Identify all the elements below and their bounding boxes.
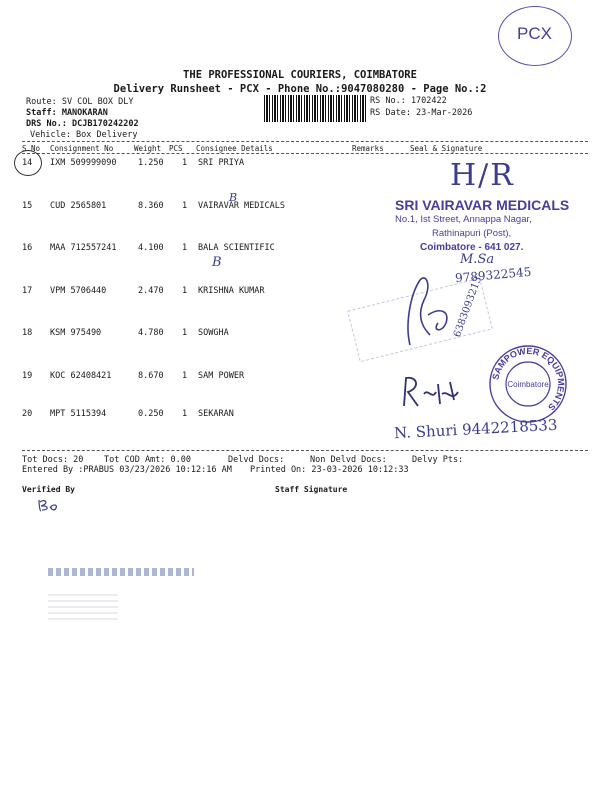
col-sno: S.No — [22, 144, 41, 153]
handwritten-m-sign: M.Sa — [460, 252, 495, 267]
row-pcs: 1 — [182, 371, 188, 381]
row-consignee: SOWGHA — [198, 328, 229, 338]
bleed-through-mark — [48, 568, 194, 576]
table-bottom-line — [22, 450, 588, 451]
bleed-through-mark — [48, 590, 118, 620]
table-top-line — [22, 141, 588, 142]
row-sno: 14 — [22, 158, 33, 168]
vehicle-text: Vehicle: Box Delivery — [30, 130, 138, 140]
handwritten-phone-2: 6383093213 — [452, 275, 485, 339]
row-weight: 8.670 — [138, 371, 164, 381]
handwritten-b-mark: B — [212, 255, 222, 270]
sampower-stamp — [488, 344, 568, 424]
staff-signature-label: Staff Signature — [275, 485, 348, 494]
handwritten-phone-3: N. Shuri 9442218533 — [393, 415, 558, 443]
col-consignee: Consignee Details — [196, 144, 273, 153]
row-weight: 1.250 — [138, 158, 164, 168]
delvd-docs: Delvd Docs: — [228, 455, 285, 465]
vairavar-stamp-line1: No.1, Ist Street, Annappa Nagar, — [395, 214, 532, 225]
company-title: THE PROFESSIONAL COURIERS, COIMBATORE — [183, 69, 417, 81]
route-text: Route: SV COL BOX DLY — [26, 97, 134, 107]
row-sno: 16 — [22, 243, 33, 253]
row-consignment: KSM 975490 — [50, 328, 102, 338]
handwritten-hr: H/R — [450, 158, 515, 193]
row-consignee: SEKARAN — [198, 409, 234, 419]
verified-signature — [36, 496, 62, 514]
row-consignment: CUD 2565801 — [50, 201, 107, 211]
row-weight: 4.100 — [138, 243, 164, 253]
col-pcs: PCS — [169, 144, 183, 153]
handwritten-phone-1: 9789322545 — [454, 264, 532, 286]
row-pcs: 1 — [182, 243, 188, 253]
row-consignment: MAA 712557241 — [50, 243, 117, 253]
entered-by: Entered By :PRABUS 03/23/2026 10:12:16 AM — [22, 465, 232, 475]
vairavar-stamp-line3: Coimbatore - 641 027. — [420, 242, 524, 253]
row-consignee: SRI PRIYA — [198, 158, 245, 168]
staff-text: Staff: MANOKARAN — [26, 108, 108, 118]
drs-text: DRS No.: DCJB170242202 — [26, 119, 139, 129]
pcx-stamp — [498, 6, 572, 66]
row-weight: 0.250 — [138, 409, 164, 419]
col-consignment: Consignment No — [50, 144, 114, 153]
row-weight: 8.360 — [138, 201, 164, 211]
row-consignment: VPM 5706440 — [50, 286, 107, 296]
row-sno: 19 — [22, 371, 33, 381]
row-weight: 4.780 — [138, 328, 164, 338]
row-pcs: 1 — [182, 158, 188, 168]
row-consignee: SAM POWER — [198, 371, 245, 381]
runsheet-subtitle: Delivery Runsheet - PCX - Phone No.:9047080280 - Page No.:2 — [113, 83, 487, 95]
col-seal: Seal & Signature — [410, 144, 483, 153]
row-consignee: KRISHNA KUMAR — [198, 286, 265, 296]
row-sno: 17 — [22, 286, 33, 296]
tot-cod: Tot COD Amt: 0.00 — [104, 455, 191, 465]
row-consignment: KOC 62408421 — [50, 371, 112, 381]
handwritten-b-mark: B — [229, 191, 238, 204]
row-sno: 15 — [22, 201, 33, 211]
row-pcs: 1 — [182, 286, 188, 296]
col-remarks: Remarks — [352, 144, 384, 153]
delvy-pts: Delvy Pts: — [412, 455, 464, 465]
row-consignment: IXM 509999090 — [50, 158, 117, 168]
circle-mark — [14, 150, 42, 176]
row-consignee: VAIRAVAR MEDICALS — [198, 201, 285, 211]
row-consignee: BALA SCIENTIFIC — [198, 243, 275, 253]
row-pcs: 1 — [182, 328, 188, 338]
row-sno: 20 — [22, 409, 33, 419]
printed-on: Printed On: 23-03-2026 10:12:33 — [250, 465, 409, 475]
row-pcs: 1 — [182, 201, 188, 211]
pcx-stamp-text: PCX — [517, 24, 552, 43]
row-pcs: 1 — [182, 409, 188, 419]
vairavar-stamp-name: SRI VAIRAVAR MEDICALS — [395, 197, 570, 213]
tot-docs: Tot Docs: 20 — [22, 455, 84, 465]
non-delvd-docs: Non Delvd Docs: — [310, 455, 387, 465]
drs-barcode — [264, 95, 366, 122]
sampower-ring-text: SAMPOWER EQUIPMENTS — [490, 345, 567, 413]
rs-no-text: RS No.: 1702422 — [370, 96, 447, 106]
row-consignment: MPT 5115394 — [50, 409, 107, 419]
row-weight: 2.470 — [138, 286, 164, 296]
vairavar-stamp-line2: Rathinapuri (Post), — [432, 228, 512, 239]
col-weight: Weight — [134, 144, 162, 153]
verified-by-label: Verified By — [22, 485, 75, 494]
row-sno: 18 — [22, 328, 33, 338]
r-signature — [398, 374, 468, 410]
table-header-line — [22, 153, 588, 154]
rs-date-text: RS Date: 23-Mar-2026 — [370, 108, 473, 118]
sampower-city-text: Coimbatore — [507, 380, 549, 389]
